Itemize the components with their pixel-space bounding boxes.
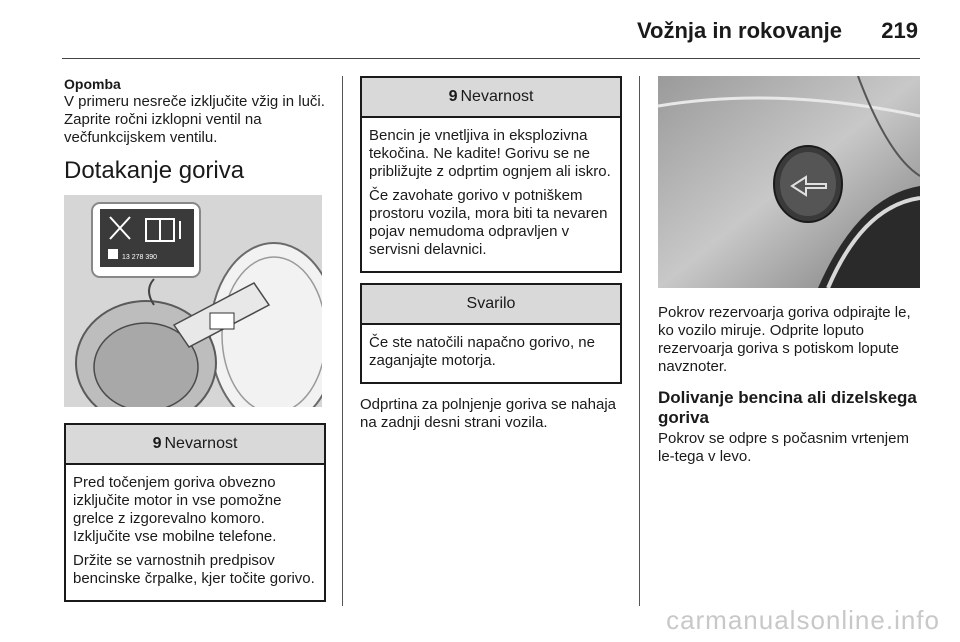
column-2 xyxy=(360,76,622,436)
column-divider-1 xyxy=(342,76,343,606)
caution-text: Če ste natočili napačno gorivo, ne zaganjajte motorja. xyxy=(369,334,595,369)
danger-title: Nevarnost xyxy=(460,88,534,105)
page-header xyxy=(0,0,960,62)
page-number: 219 xyxy=(881,18,918,43)
note-text: V primeru nesreče izključite vžig in luči. Zaprite ročni izklopni ventil na večfunkcijskem ventilu. xyxy=(64,93,325,146)
note-title: Opomba xyxy=(64,76,121,92)
caution-box-header xyxy=(362,285,620,325)
danger-box-header xyxy=(66,425,324,465)
refuel-heading: Dolivanje bencina ali dizelskega goriva xyxy=(658,388,917,427)
danger-title: Nevarnost xyxy=(164,435,238,452)
cap-open-text: Pokrov se odpre s počasnim vrtenjem le-tega v levo. xyxy=(658,430,909,465)
column-divider-2 xyxy=(639,76,640,606)
warning-icon: 9 xyxy=(152,435,162,452)
car-rear-drawing xyxy=(658,76,920,288)
danger-box-body xyxy=(66,465,324,600)
danger-text-2: Če zavohate gorivo v potniškem prostoru vozila, mora biti ta nevaren pojav nemudoma odpravljen v servisni delavnici. xyxy=(369,187,608,258)
caution-title: Svarilo xyxy=(466,295,516,312)
filler-location-text: Odprtina za polnjenje goriva se nahaja na zadnji desni strani vozila. xyxy=(360,396,617,431)
danger-text-2: Držite se varnostnih predpisov bencinske črpalke, kjer točite gorivo. xyxy=(73,552,315,587)
fuel-door-photo xyxy=(658,76,920,288)
section-heading: Dotakanje goriva xyxy=(64,157,245,184)
header-divider xyxy=(62,58,920,59)
caution-box xyxy=(360,283,622,384)
danger-box-header xyxy=(362,78,620,118)
column-1 xyxy=(64,76,326,602)
image-part-number: 13 278 390 xyxy=(122,254,158,261)
caution-box-body xyxy=(362,325,620,382)
danger-box-2 xyxy=(360,76,622,273)
fuel-door-open-text: Pokrov rezervoarja goriva odpirajte le, ko vozilo miruje. Odprite loputo rezervoarja goriva s potiskom lopute navznoter. xyxy=(658,304,911,375)
danger-text-1: Pred točenjem goriva obvezno izključite motor in vse pomožne grelce z izgorevalno komoro. Izključite vse mobilne telefone. xyxy=(73,474,282,545)
column-3 xyxy=(658,76,920,470)
watermark: carmanualsonline.info xyxy=(666,605,940,635)
fuel-cap-illustration xyxy=(64,195,322,407)
header-title: Vožnja in rokovanje xyxy=(637,18,842,43)
danger-text-1: Bencin je vnetljiva in eksplozivna tekočina. Ne kadite! Gorivu se ne približujte z odprtim ognjem ali iskro. xyxy=(369,127,611,180)
warning-icon: 9 xyxy=(448,88,458,105)
danger-box-1 xyxy=(64,423,326,602)
danger-box-body xyxy=(362,118,620,271)
fuel-door-drawing xyxy=(64,195,322,407)
